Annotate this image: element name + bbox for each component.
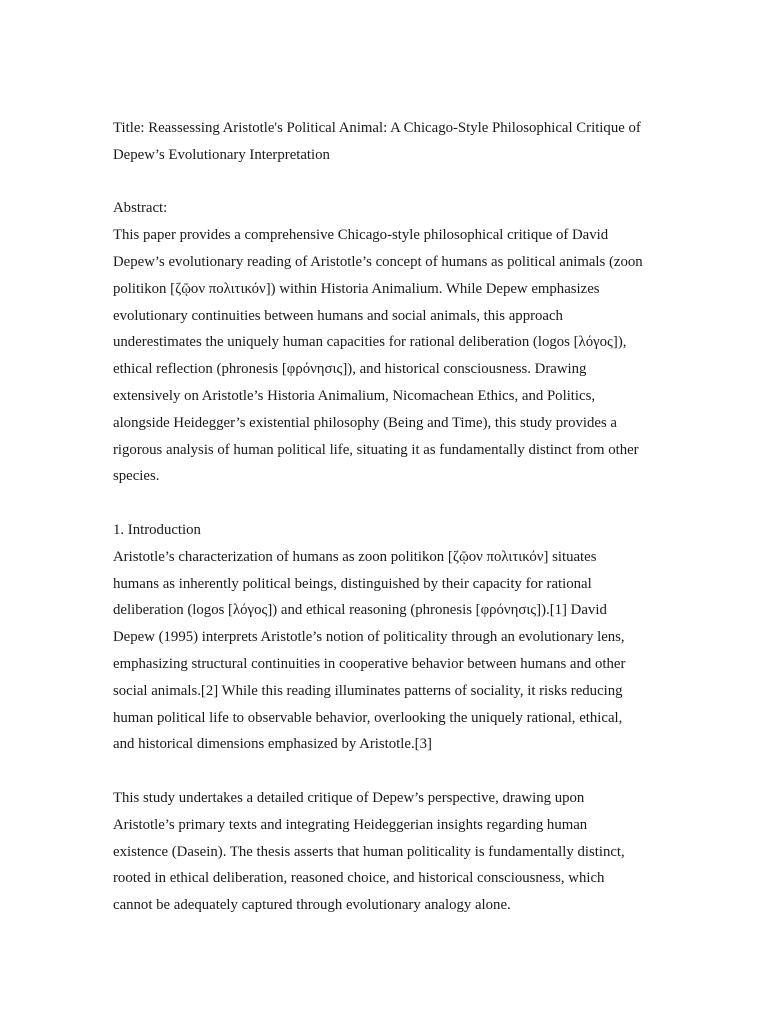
abstract-line: This paper provides a comprehensive Chicago-style philosophical critique of David xyxy=(113,227,609,244)
abstract-line: politikon [ζῷον πολιτικόν]) within Historia Animalium. While Depew emphasizes xyxy=(113,280,600,297)
study-line: rooted in ethical deliberation, reasoned choice, and historical consciousness, which xyxy=(113,870,605,887)
abstract-line: Depew’s evolutionary reading of Aristotle’s concept of humans as political animals (zoon xyxy=(113,253,643,270)
title-line: Title: Reassessing Aristotle's Political Animal: A Chicago-Style Philosophical Critique of xyxy=(113,120,641,136)
document-page xyxy=(113,115,661,946)
study-line: cannot be adequately captured through evolutionary analogy alone. xyxy=(113,897,511,914)
study-line: existence (Dasein). The thesis asserts that human politicality is fundamentally distinct, xyxy=(113,843,625,860)
title-line: Depew’s Evolutionary Interpretation xyxy=(113,146,330,163)
introduction-line: Depew (1995) interprets Aristotle’s notion of politicality through an evolutionary lens, xyxy=(113,629,625,646)
abstract-section xyxy=(113,195,661,490)
introduction-section xyxy=(113,517,661,758)
introduction-line: and historical dimensions emphasized by Aristotle.[3] xyxy=(113,736,432,753)
study-paragraph xyxy=(113,785,661,919)
introduction-line: social animals.[2] While this reading illuminates patterns of sociality, it risks reducing xyxy=(113,682,623,699)
document-title xyxy=(113,115,661,169)
abstract-line: species. xyxy=(113,468,160,485)
introduction-line: Aristotle’s characterization of humans as zoon politikon [ζῷον πολιτικόν] situates xyxy=(113,548,597,565)
abstract-line: underestimates the uniquely human capacities for rational deliberation (logos [λόγος]), xyxy=(113,334,627,351)
introduction-line: human political life to observable behavior, overlooking the uniquely rational, ethical, xyxy=(113,709,623,726)
study-line: This study undertakes a detailed critique of Depew’s perspective, drawing upon xyxy=(113,789,585,806)
introduction-line: humans as inherently political beings, distinguished by their capacity for rational xyxy=(113,575,592,592)
introduction-line: emphasizing structural continuities in cooperative behavior between humans and other xyxy=(113,655,626,672)
abstract-line: alongside Heidegger’s existential philosophy (Being and Time), this study provides a xyxy=(113,414,617,431)
introduction-line: deliberation (logos [λόγος]) and ethical reasoning (phronesis [φρόνησις]).[1] David xyxy=(113,602,607,619)
abstract-line: extensively on Aristotle’s Historia Animalium, Nicomachean Ethics, and Politics, xyxy=(113,387,596,404)
abstract-line: rigorous analysis of human political life, situating it as fundamentally distinct from other xyxy=(113,441,639,458)
abstract-heading: Abstract: xyxy=(113,200,168,217)
abstract-line: ethical reflection (phronesis [φρόνησις]), and historical consciousness. Drawing xyxy=(113,361,587,378)
abstract-line: evolutionary continuities between humans and social animals, this approach xyxy=(113,307,563,324)
introduction-heading: 1. Introduction xyxy=(113,521,201,538)
study-line: Aristotle’s primary texts and integrating Heideggerian insights regarding human xyxy=(113,816,588,833)
